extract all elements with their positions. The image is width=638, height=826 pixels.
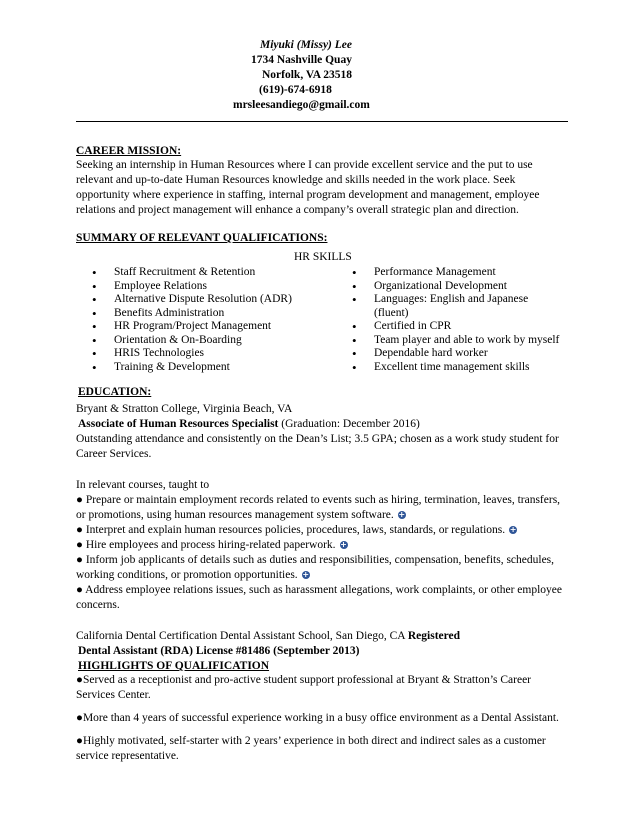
city-state-zip: Norfolk, VA 23518 <box>262 69 352 81</box>
skill-item: • Alternative Dispute Resolution (ADR) <box>92 293 292 307</box>
skill-item: • Excellent time management skills <box>352 361 559 375</box>
highlight-item: ●Served as a receptionist and pro-active student support professional at Bryant & Stratton’s Career <box>76 674 532 686</box>
skill-item: • Staff Recruitment & Retention <box>92 266 292 280</box>
degree-line <box>78 417 568 432</box>
summary-heading: SUMMARY OF RELEVANT QUALIFICATIONS: <box>76 232 328 244</box>
applicant-name: Miyuki (Missy) Lee <box>260 39 352 51</box>
skill-item: • Benefits Administration <box>92 307 292 321</box>
highlight-item: Services Center. <box>76 689 151 701</box>
plus-circle-icon: + <box>398 510 406 519</box>
skill-item: • Organizational Development <box>352 280 559 294</box>
highlights-block <box>76 673 568 764</box>
skill-item: • Employee Relations <box>92 280 292 294</box>
plus-circle-icon: + <box>340 540 347 549</box>
career-line: relevant and up-to-date Human Resources knowledge and skills needed in the work place. Seek <box>76 174 516 186</box>
skill-item: • HRIS Technologies <box>92 347 292 361</box>
highlight-item: ●Highly motivated, self-starter with 2 years’ experience in both direct and indirect sales as a customer <box>76 735 546 747</box>
spacer <box>76 703 568 711</box>
course-item: concerns. <box>76 599 120 611</box>
courses-intro: In relevant courses, taught to <box>76 479 210 491</box>
street-address: 1734 Nashville Quay <box>251 54 352 66</box>
career-mission-heading: CAREER MISSION: <box>76 145 182 157</box>
skill-item: • Certified in CPR <box>352 320 559 334</box>
career-line: relations and project management will enhance a company’s overall strategic plan and direction. <box>76 204 519 216</box>
hr-skills-subtitle: HR SKILLS <box>294 251 352 263</box>
plus-circle-icon: + <box>509 525 517 534</box>
highlight-item: ●More than 4 years of successful experience working in a busy office environment as a Dental Assistant. <box>76 712 559 724</box>
certification-line: California Dental Certification Dental Assistant School, San Diego, CA Registered <box>76 630 461 642</box>
email-address: mrsleesandiego@gmail.com <box>233 99 370 111</box>
phone-number: (619)-674-6918 <box>259 84 332 96</box>
skill-item: • Team player and able to work by myself <box>352 334 559 348</box>
education-block <box>76 402 568 659</box>
course-item: ● Hire employees and process hiring-related paperwork. + <box>76 539 347 551</box>
graduation-date: (Graduation: December 2016) <box>278 418 420 430</box>
spacer <box>76 613 568 629</box>
course-item: ● Interpret and explain human resources policies, procedures, laws, standards, or regulations. + <box>76 524 517 536</box>
certification-license: Dental Assistant (RDA) License #81486 (September 2013) <box>78 645 360 657</box>
skill-item: • Performance Management <box>352 266 559 280</box>
skill-item: • HR Program/Project Management <box>92 320 292 334</box>
course-item: ● Inform job applicants of details such as duties and responsibilities, compensation, benefits, schedules, <box>76 554 555 566</box>
honors-line: Outstanding attendance and consistently on the Dean’s List; 3.5 GPA; chosen as a work study student for <box>76 433 559 445</box>
spacer <box>76 462 568 478</box>
career-line: Seeking an internship in Human Resources where I can provide excellent service and the put to use <box>76 159 533 171</box>
honors-line: Career Services. <box>76 448 152 460</box>
header-divider <box>76 121 568 122</box>
course-item: ● Address employee relations issues, such as harassment allegations, work complaints, or other employee <box>76 584 562 596</box>
skills-left-list <box>92 266 292 374</box>
skills-right-list <box>352 266 559 374</box>
course-item: working conditions, or promotion opportunities. + <box>76 569 310 581</box>
career-line: opportunity where experience in staffing, internal program development and management, employee <box>76 189 540 201</box>
skill-item: • Orientation & On-Boarding <box>92 334 292 348</box>
skill-item: • Training & Development <box>92 361 292 375</box>
education-heading: EDUCATION: <box>78 386 152 398</box>
degree-title: Associate of Human Resources Specialist <box>78 418 279 430</box>
highlights-heading: HIGHLIGHTS OF QUALIFICATION <box>78 660 270 672</box>
course-item: or promotions, using human resources management system software. + <box>76 509 406 521</box>
skill-item: • Dependable hard worker <box>352 347 559 361</box>
highlight-item: service representative. <box>76 750 179 762</box>
skill-item: • Languages: English and Japanese <box>352 293 559 307</box>
school-name: Bryant & Stratton College, Virginia Beach, VA <box>76 403 293 415</box>
spacer <box>76 726 568 734</box>
career-mission-text <box>76 158 568 218</box>
plus-circle-icon: + <box>302 570 310 579</box>
course-item: ● Prepare or maintain employment records related to events such as hiring, termination, leaves, transfers, <box>76 494 561 506</box>
skill-item-continuation: (fluent) <box>374 306 409 319</box>
